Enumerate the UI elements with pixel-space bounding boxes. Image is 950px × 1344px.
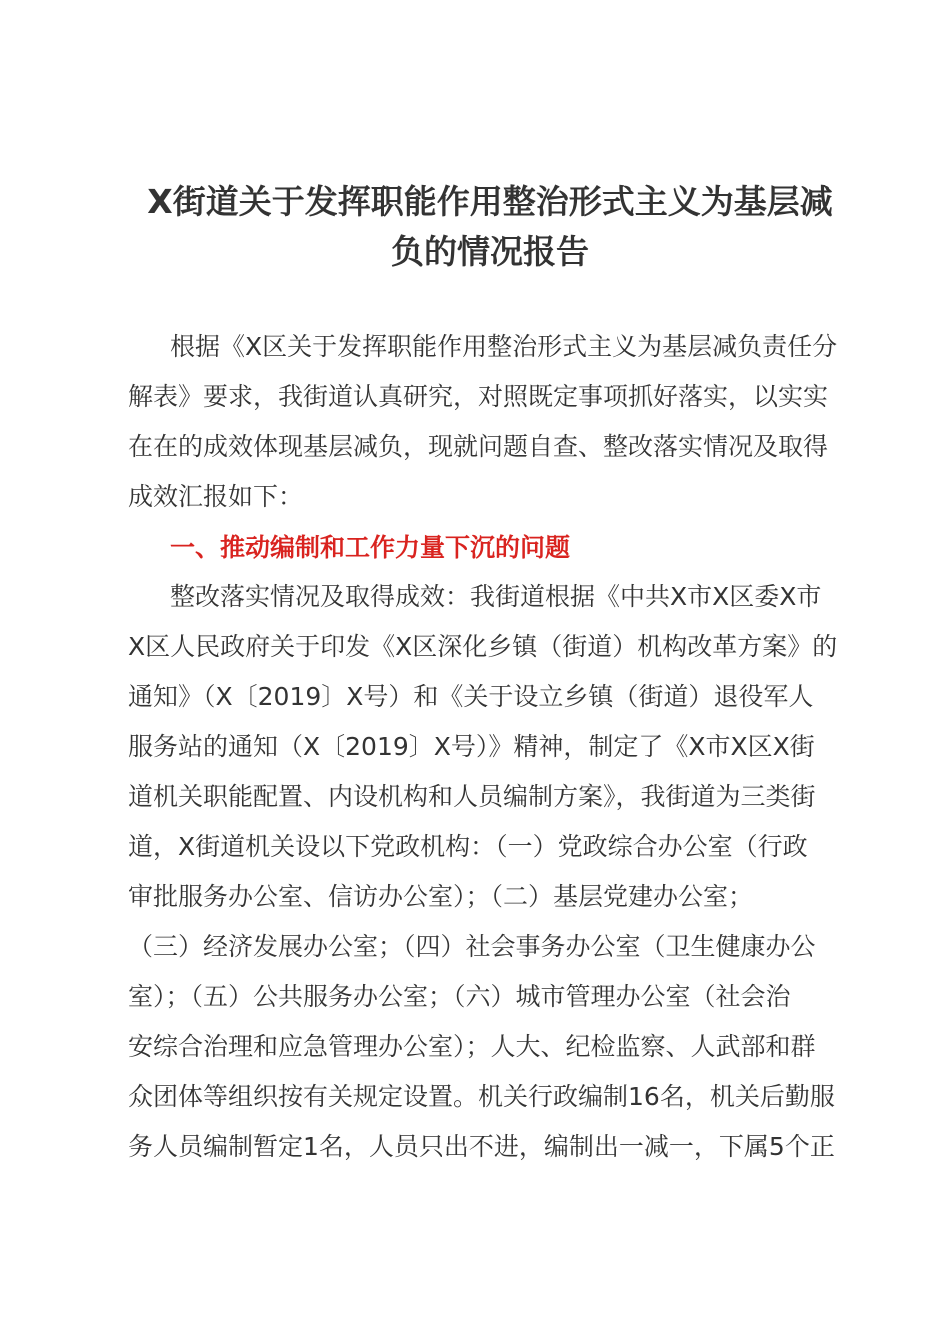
document-title — [100, 178, 880, 278]
paragraph-line: 成效汇报如下： — [128, 482, 304, 511]
paragraph-line: 通知》（X〔2019〕X号）和《关于设立乡镇（街道）退役军人 — [128, 682, 814, 711]
paragraph-line: 服务站的通知（X〔2019〕X号）》精神，制定了《X市X区X街 — [128, 732, 815, 761]
paragraph-line: 在在的成效体现基层减负，现就问题自查、整改落实情况及取得 — [128, 432, 829, 461]
paragraph-line: （三）经济发展办公室；（四）社会事务办公室（卫生健康办公 — [128, 932, 816, 961]
title-line: 负的情况报告 — [391, 232, 589, 271]
paragraph-line: 室）；（五）公共服务办公室；（六）城市管理办公室（社会治 — [128, 982, 791, 1011]
paragraph-line: 整改落实情况及取得成效：我街道根据《中共X市X区委X市 — [170, 582, 822, 611]
intro-paragraph — [128, 322, 852, 522]
paragraph-line: 务人员编制暂定1名，人员只出不进，编制出一减一，下属5个正 — [128, 1132, 835, 1161]
paragraph-line: 审批服务办公室、信访办公室）；（二）基层党建办公室； — [128, 882, 754, 911]
paragraph-line: 道，X街道机关设以下党政机构：（一）党政综合办公室（行政 — [128, 832, 808, 861]
paragraph-line: 安综合治理和应急管理办公室）；人大、纪检监察、人武部和群 — [128, 1032, 816, 1061]
section-paragraph — [128, 572, 852, 1172]
paragraph-line: 众团体等组织按有关规定设置。机关行政编制16名，机关后勤服 — [128, 1082, 835, 1111]
title-line: X街道关于发挥职能作用整治形式主义为基层减 — [147, 182, 833, 221]
paragraph-line: 根据《X区关于发挥职能作用整治形式主义为基层减负责任分 — [170, 332, 838, 361]
paragraph-line: 解表》要求，我街道认真研究，对照既定事项抓好落实，以实实 — [128, 382, 829, 411]
paragraph-line: 道机关职能配置、内设机构和人员编制方案》，我街道为三类街 — [128, 782, 816, 811]
section-heading: 一、推动编制和工作力量下沉的问题 — [170, 533, 571, 562]
paragraph-line: X区人民政府关于印发《X区深化乡镇（街道）机构改革方案》的 — [128, 632, 838, 661]
